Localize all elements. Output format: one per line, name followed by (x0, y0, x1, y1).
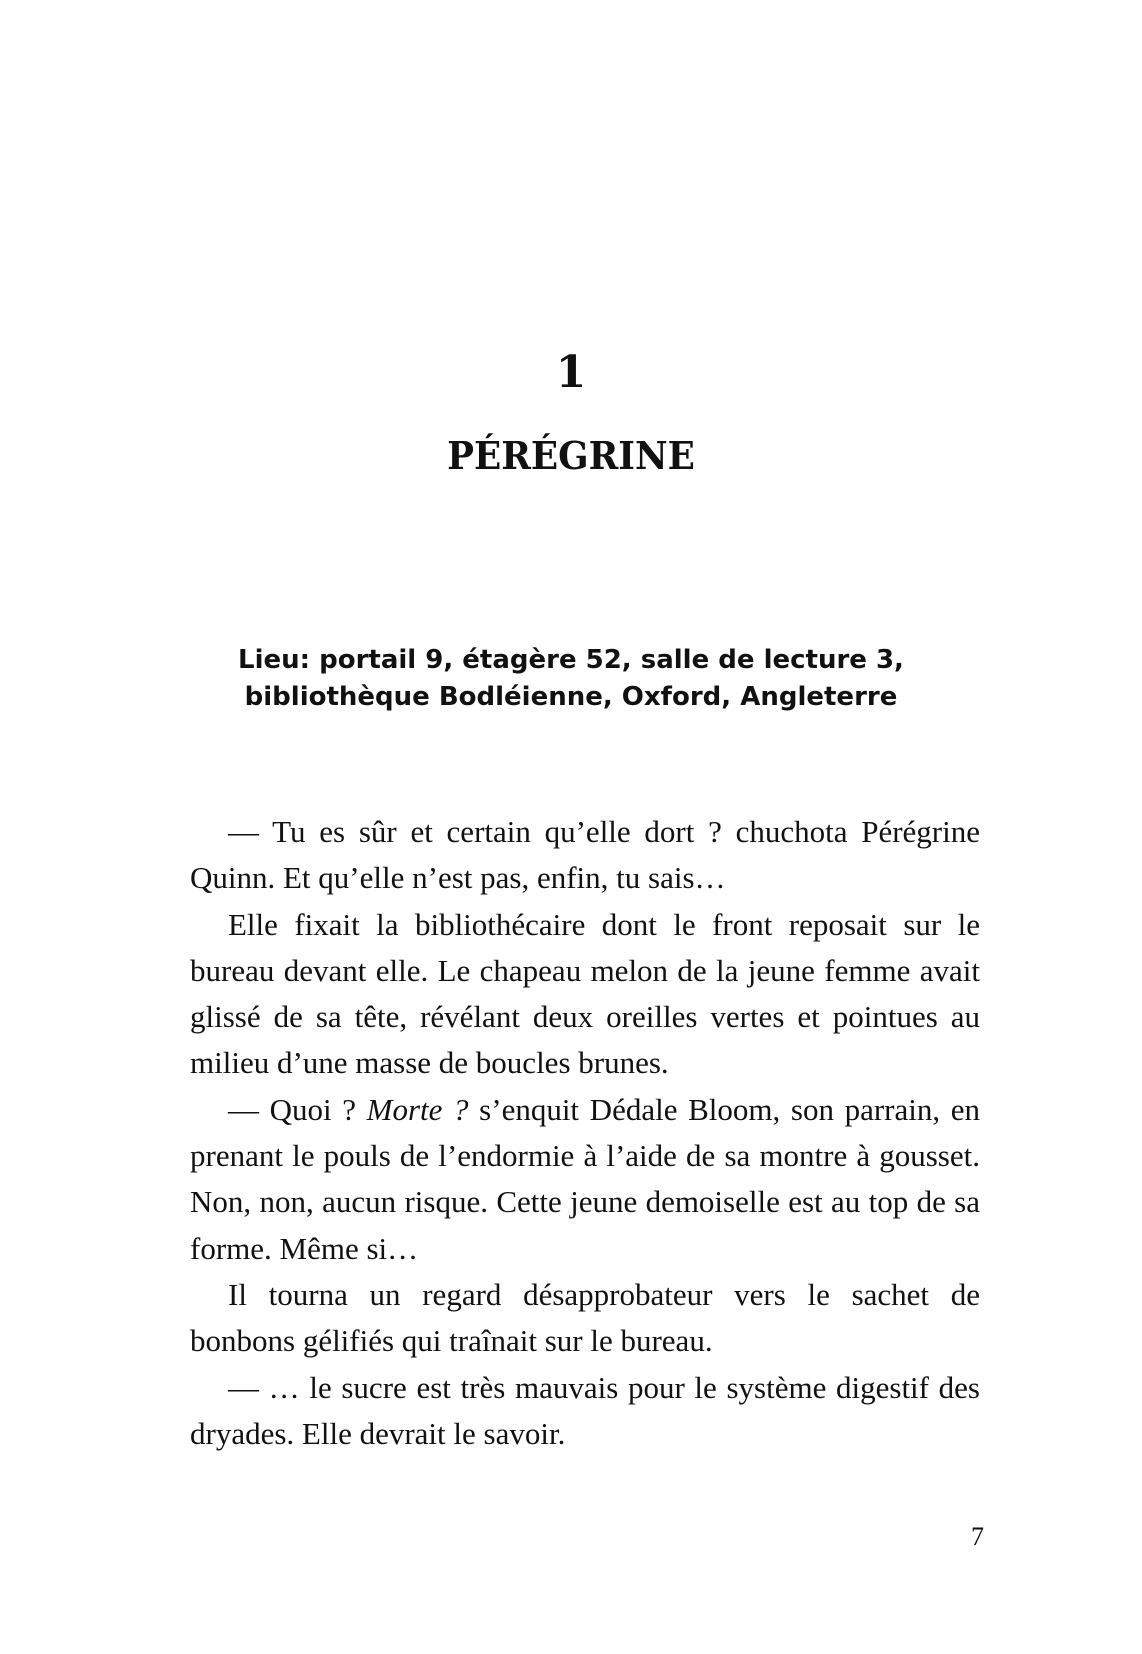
page-number: 7 (971, 1522, 984, 1551)
paragraph-3 (190, 1087, 980, 1272)
chapter-number: 1 (555, 347, 587, 398)
paragraph-4: Il tourna un regard désapprobateur vers le sachet de bonbons gélifiés qui traînait sur le bureau. (190, 1276, 980, 1359)
paragraph-3-italic: Morte ? (366, 1091, 469, 1127)
location-line-1: Lieu: portail 9, étagère 52, salle de lecture 3, (238, 645, 904, 675)
location-heading (0, 642, 1142, 716)
body-text (190, 809, 980, 1457)
paragraph-5: — … le sucre est très mauvais pour le système digestif des dryades. Elle devrait le savoir. (190, 1369, 980, 1451)
paragraph-3-end: s’enquit Dédale Bloom, son parrain, en prenant le pouls de l’endormie à l’aide de sa montre à gousset. Non, non, aucun risque. Cette jeune demoiselle est au top de sa forme. Même si… (190, 1091, 980, 1266)
paragraph-3-start: — Quoi ? (228, 1091, 367, 1127)
paragraph-1: — Tu es sûr et certain qu’elle dort ? chuchota Pérégrine Quinn. Et qu’elle n’est pas, enfin, tu sais… (190, 814, 980, 896)
location-line-2: bibliothèque Bodléienne, Oxford, Angleterre (244, 682, 898, 712)
chapter-title: PÉRÉGRINE (447, 433, 695, 478)
paragraph-2: Elle fixait la bibliothécaire dont le front reposait sur le bureau devant elle. Le chapeau melon de la jeune femme avait glissé de sa tête, révélant deux oreilles vertes et pointues au milieu d’une masse de boucles brunes. (190, 906, 980, 1081)
